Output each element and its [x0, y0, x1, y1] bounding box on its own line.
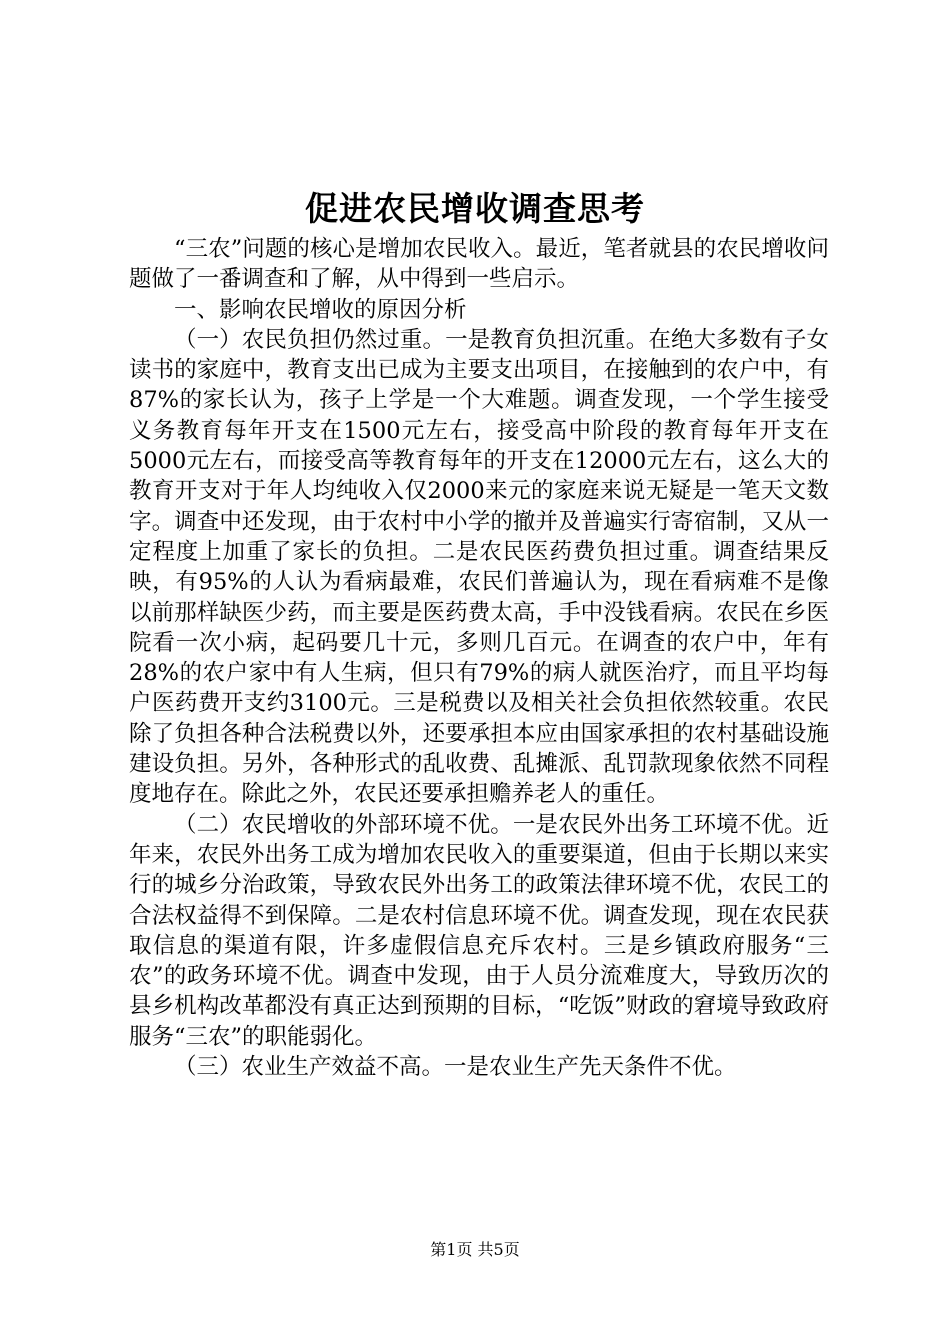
paragraph-section-3: （三）农业生产效益不高。一是农业生产先天条件不优。	[174, 1054, 737, 1081]
paragraph-section-1: （一）农民负担仍然过重。一是教育负担沉重。在绝大多数有子女读书的家庭中，教育支出已成为主要支出项目，在接触到的农户中，有87%的家长认为，孩子上学是一个大难题。调查发现，一个学生接受义务教育每年开支在1500元左右，接受高中阶段的教育每年开支在5000元左右，而接受高等教育每年的开支在12000元左右，这么大的教育开支对于年人均纯收入仅2000来元的家庭来说无疑是一笔天文数字。调查中还发现，由于农村中小学的撤并及普遍实行寄宿制，又从一定程度上加重了家长的负担。二是农民医药费负担过重。调查结果反映，有95%的人认为看病最难，农民们普遍认为，现在看病难不是像以前那样缺医少药，而主要是医药费太高，手中没钱看病。农民在乡医院看一次小病，起码要几十元，多则几百元。在调查的农户中，年有28%的农户家中有人生病，但只有79%的病人就医治疗，而且平均每户医药费开支约3100元。三是税费以及相关社会负担依然较重。农民除了负担各种合法税费以外，还要承担本应由国家承担的农村基础设施建设负担。另外，各种形式的乱收费、乱摊派、乱罚款现象依然不同程度地存在。除此之外，农民还要承担赡养老人的重任。	[129, 326, 829, 808]
paragraph-intro: “三农”问题的核心是增加农民收入。最近，笔者就县的农民增收问题做了一番调查和了解，从中得到一些启示。	[129, 236, 829, 293]
page-footer: 第1页 共5页	[430, 1240, 520, 1259]
document-title: 促进农民增收调查思考	[305, 189, 645, 228]
section-heading: 一、影响农民增收的原因分析	[174, 296, 467, 323]
paragraph-section-2: （二）农民增收的外部环境不优。一是农民外出务工环境不优。近年来，农民外出务工成为增加农民收入的重要渠道，但由于长期以来实行的城乡分治政策，导致农民外出务工的政策法律环境不优，农民工的合法权益得不到保障。二是农村信息环境不优。调查发现，现在农民获取信息的渠道有限，许多虚假信息充斥农村。三是乡镇政府服务“三农”的政务环境不优。调查中发现，由于人员分流难度大，导致历次的县乡机构改革都没有真正达到预期的目标，“吃饭”财政的窘境导致政府服务“三农”的职能弱化。	[129, 811, 829, 1050]
document-body	[129, 234, 829, 1082]
